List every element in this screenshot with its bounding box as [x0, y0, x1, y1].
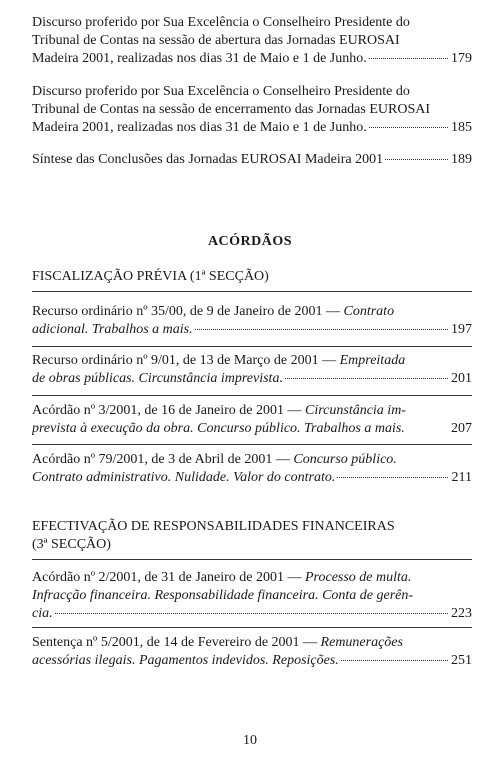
divider-rule	[32, 291, 472, 292]
divider-rule	[32, 444, 472, 445]
entry-text: Recurso ordinário nº 9/01, de 13 de Março de 2001 — Empreitada	[32, 353, 406, 368]
entry-text: adicional. Trabalhos a mais.	[32, 322, 193, 337]
page-reference: 207	[451, 421, 472, 436]
entry-text: Discurso proferido por Sua Excelência o Conselheiro Presidente do	[32, 15, 410, 30]
page-reference: 251	[451, 653, 472, 668]
entry-text: Contrato administrativo. Nulidade. Valor do contrato.	[32, 470, 336, 485]
toc-entry	[32, 634, 472, 670]
entry-text: de obras públicas. Circunstância imprevista.	[32, 371, 283, 386]
entry-text: Acórdão nº 3/2001, de 16 de Janeiro de 2001 — Circunstância im-	[32, 403, 406, 418]
dot-leader	[285, 378, 448, 379]
dot-leader	[341, 660, 448, 661]
page-reference: 211	[451, 470, 472, 485]
dot-leader	[369, 58, 448, 59]
divider-rule	[32, 627, 472, 628]
entry-text: Acórdão nº 79/2001, de 3 de Abril de 2001 — Concurso público.	[32, 452, 397, 467]
entry-text: Sentença nº 5/2001, de 14 de Fevereiro de 2001 — Remunerações	[32, 635, 403, 650]
divider-rule	[32, 395, 472, 396]
entry-text: Acórdão nº 2/2001, de 31 de Janeiro de 2001 — Processo de multa.	[32, 570, 412, 585]
entry-text: prevista à execução da obra. Concurso público. Trabalhos a mais.	[32, 421, 405, 436]
entry-text: Madeira 2001, realizadas nos dias 31 de Maio e 1 de Junho.	[32, 120, 367, 135]
page-reference: 223	[451, 606, 472, 621]
toc-entry-opening-speech	[32, 14, 472, 68]
toc-entry	[32, 303, 472, 339]
divider-rule	[32, 559, 472, 560]
page-number: 10	[243, 733, 257, 748]
toc-entry	[32, 451, 472, 487]
entry-text: Tribunal de Contas na sessão de abertura das Jornadas EUROSAI	[32, 33, 400, 48]
entry-text: Infracção financeira. Responsabilidade financeira. Conta de gerên-	[32, 588, 414, 603]
dot-leader	[55, 613, 448, 614]
toc-entry	[32, 402, 472, 438]
subsection-title: FISCALIZAÇÃO PRÉVIA (1ª SECÇÃO)	[32, 269, 269, 284]
toc-entry	[32, 352, 472, 388]
page-reference: 179	[451, 51, 472, 66]
dot-leader	[337, 477, 448, 478]
entry-text: Síntese das Conclusões das Jornadas EUROSAI Madeira 2001	[32, 152, 384, 167]
page-reference: 197	[451, 322, 472, 337]
section-heading: ACÓRDÃOS	[207, 234, 293, 249]
dot-leader	[195, 329, 448, 330]
page-reference: 185	[451, 120, 472, 135]
entry-text: cia.	[32, 606, 53, 621]
entry-text: acessórias ilegais. Pagamentos indevidos. Reposições.	[32, 653, 339, 668]
entry-text: Madeira 2001, realizadas nos dias 31 de Maio e 1 de Junho.	[32, 51, 367, 66]
entry-text: Tribunal de Contas na sessão de encerramento das Jornadas EUROSAI	[32, 102, 431, 117]
dot-leader	[385, 159, 448, 160]
page-reference: 201	[451, 371, 472, 386]
entry-text: Discurso proferido por Sua Excelência o Conselheiro Presidente do	[32, 84, 410, 99]
divider-rule	[32, 346, 472, 347]
toc-entry	[32, 569, 472, 623]
page-reference: 189	[451, 152, 472, 167]
toc-entry-closing-speech	[32, 83, 472, 137]
subsection-title: EFECTIVAÇÃO DE RESPONSABILIDADES FINANCEIRAS (3ª SECÇÃO)	[32, 519, 395, 552]
dot-leader	[369, 127, 448, 128]
toc-entry-synthesis	[32, 151, 472, 169]
entry-text: Recurso ordinário nº 35/00, de 9 de Janeiro de 2001 — Contrato	[32, 304, 395, 319]
